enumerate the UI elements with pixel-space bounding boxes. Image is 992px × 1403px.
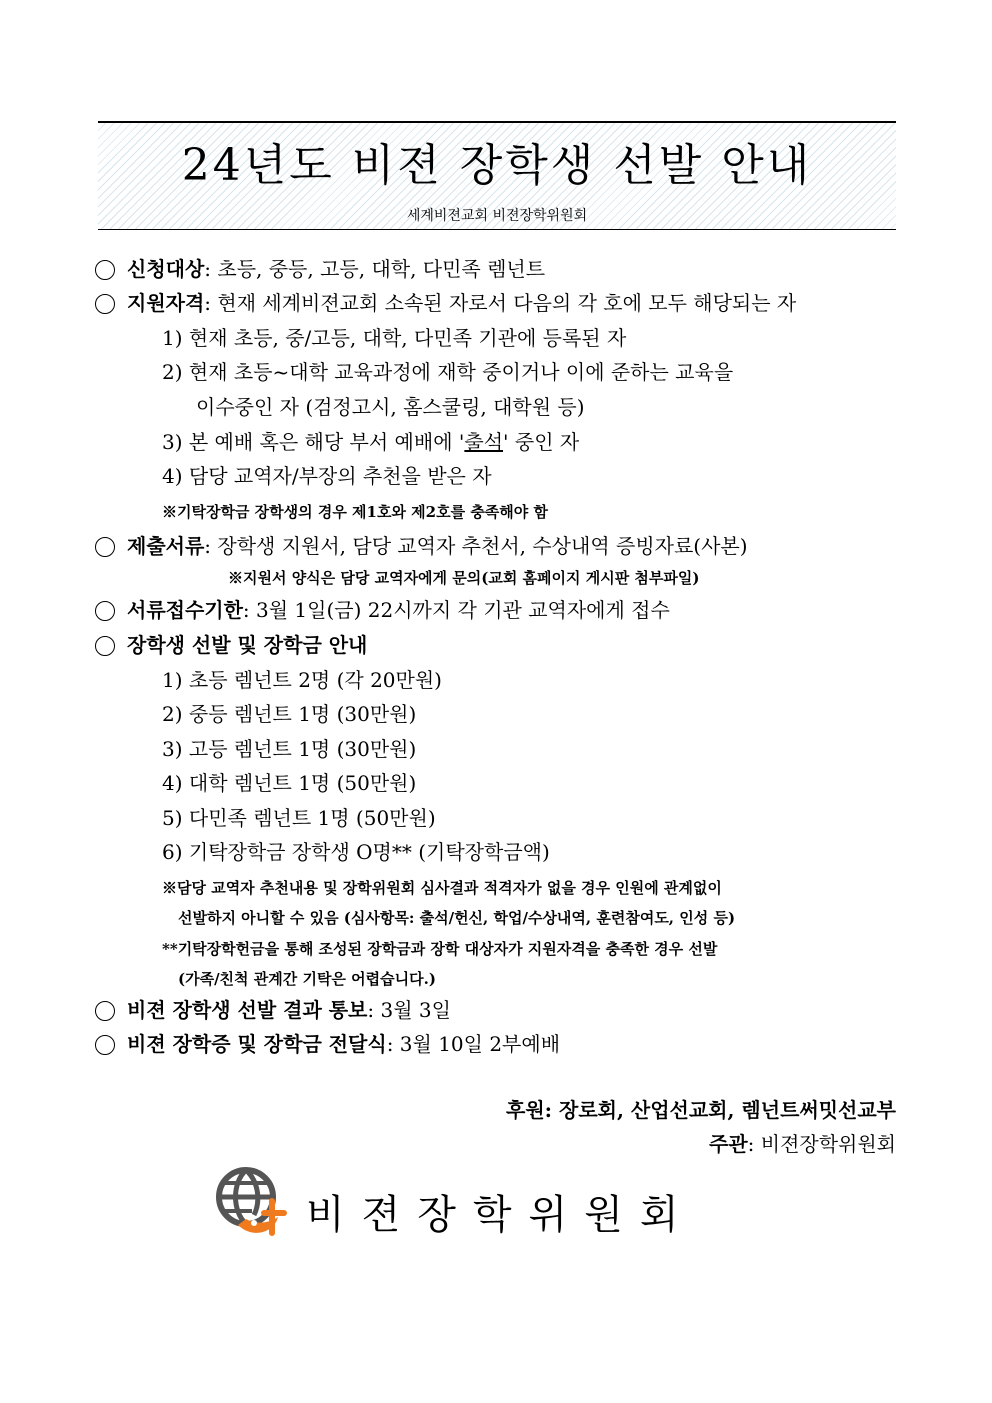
circle-bullet-icon <box>95 260 115 280</box>
host-line <box>709 1128 896 1157</box>
list-item: 4) 담당 교역자/부장의 추천을 받은 자 <box>162 464 492 488</box>
note: (가족/친척 관계간 기탁은 어렵습니다.) <box>178 970 436 988</box>
section-text: : 3월 3일 <box>367 998 451 1022</box>
section-text: : 3월 1일(금) 22시까지 각 기관 교역자에게 접수 <box>242 598 670 622</box>
sponsor-label: 후원 <box>506 1098 545 1122</box>
logo <box>212 1163 696 1243</box>
section-label: 제출서류 <box>127 534 205 558</box>
section-selection <box>95 632 367 658</box>
section-label: 신청대상 <box>127 257 205 281</box>
sponsor-text: : 장로회, 산업선교회, 렘넌트써밋선교부 <box>544 1098 896 1122</box>
section-ceremony <box>95 1031 560 1057</box>
circle-bullet-icon <box>95 1001 115 1021</box>
list-item-continuation: 이수중인 자 (검정고시, 홈스쿨링, 대학원 등) <box>196 395 585 419</box>
circle-bullet-icon <box>95 1035 115 1055</box>
section-label: 서류접수기한 <box>127 598 243 622</box>
section-text: : 초등, 중등, 고등, 대학, 다민족 렘넌트 <box>204 257 546 281</box>
note: **기탁장학헌금을 통해 조성된 장학금과 장학 대상자가 지원자격을 충족한 경우 선발 <box>162 940 718 958</box>
section-label: 장학생 선발 및 장학금 안내 <box>127 633 368 657</box>
sponsor-line <box>506 1094 896 1123</box>
section-result <box>95 997 451 1023</box>
host-text: : 비젼장학위원회 <box>747 1132 896 1156</box>
page-subtitle: 세계비젼교회 비젼장학위원회 <box>406 208 588 224</box>
item-text: ' 중인 자 <box>503 430 580 454</box>
circle-bullet-icon <box>95 636 115 656</box>
item-text: 3) 본 예배 혹은 해당 부서 예배에 ' <box>162 430 465 454</box>
logo-text: 비젼장학위원회 <box>306 1192 696 1238</box>
section-qualification <box>95 290 796 316</box>
section-text: : 장학생 지원서, 담당 교역자 추천서, 수상내역 증빙자료(사본) <box>204 534 748 558</box>
note: ※담당 교역자 추천내용 및 장학위원회 심사결과 적격자가 없을 경우 인원에 관계없이 <box>162 879 722 897</box>
section-label: 지원자격 <box>127 291 205 315</box>
note: 선발하지 아니할 수 있음 (심사항목: 출석/헌신, 학업/수상내역, 훈련참여도, 인성 등) <box>178 909 736 927</box>
section-documents <box>95 533 748 559</box>
underlined-text: 출석 <box>464 430 504 454</box>
globe-logo-icon <box>212 1163 296 1243</box>
list-item: 3) 고등 렘넌트 1명 (30만원) <box>162 737 417 761</box>
list-item <box>162 429 579 455</box>
host-label: 주관 <box>709 1132 748 1156</box>
note: ※기탁장학금 장학생의 경우 제1호와 제2호를 충족해야 함 <box>162 503 548 521</box>
title-banner <box>98 121 896 230</box>
list-item: 1) 현재 초등, 중/고등, 대학, 다민족 기관에 등록된 자 <box>162 326 627 350</box>
list-item: 2) 현재 초등~대학 교육과정에 재학 중이거나 이에 준하는 교육을 <box>162 360 734 384</box>
list-item: 4) 대학 렘넌트 1명 (50만원) <box>162 771 417 795</box>
circle-bullet-icon <box>95 601 115 621</box>
section-text: : 현재 세계비젼교회 소속된 자로서 다음의 각 호에 모두 해당되는 자 <box>204 291 797 315</box>
circle-bullet-icon <box>95 537 115 557</box>
list-item: 2) 중등 렘넌트 1명 (30만원) <box>162 702 417 726</box>
section-text: : 3월 10일 2부예배 <box>386 1032 561 1056</box>
section-deadline <box>95 597 670 623</box>
section-target <box>95 256 545 282</box>
section-label: 비젼 장학생 선발 결과 통보 <box>127 998 368 1022</box>
note: ※지원서 양식은 담당 교역자에게 문의(교회 홈페이지 게시판 첨부파일) <box>228 569 700 587</box>
list-item: 1) 초등 렘넌트 2명 (각 20만원) <box>162 668 442 692</box>
list-item: 5) 다민족 렘넌트 1명 (50만원) <box>162 806 436 830</box>
circle-bullet-icon <box>95 294 115 314</box>
section-label: 비젼 장학증 및 장학금 전달식 <box>127 1032 387 1056</box>
list-item: 6) 기탁장학금 장학생 O명** (기탁장학금액) <box>162 840 550 864</box>
page-title: 24년도 비젼 장학생 선발 안내 <box>181 140 813 191</box>
